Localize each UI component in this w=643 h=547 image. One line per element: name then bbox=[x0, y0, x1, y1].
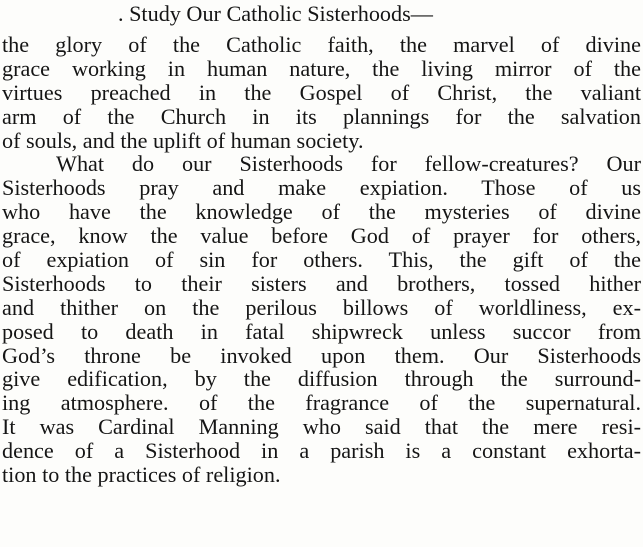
text-line: who have the knowledge of the mysteries of divine bbox=[2, 199, 641, 225]
text-line: give edification, by the diffusion through the surround- bbox=[2, 366, 641, 392]
section-heading: . Study Our Catholic Sisterhoods— bbox=[118, 1, 433, 26]
body-text bbox=[2, 33, 641, 487]
text-line: of souls, and the uplift of human society. bbox=[2, 127, 364, 153]
text-line: grace working in human nature, the living mirror of the bbox=[2, 55, 641, 81]
text-line: arm of the Church in its plannings for the salvation bbox=[2, 103, 641, 129]
paragraph-1 bbox=[2, 33, 641, 152]
text-line: of expiation of sin for others. This, the gift of the bbox=[2, 247, 641, 273]
text-line: It was Cardinal Manning who said that the mere resi- bbox=[2, 414, 641, 440]
text-line: ing atmosphere. of the fragrance of the supernatural. bbox=[2, 390, 641, 416]
text-line: virtues preached in the Gospel of Christ, the valiant bbox=[2, 79, 641, 105]
paragraph-2 bbox=[2, 152, 641, 486]
text-line: Sisterhoods pray and make expiation. Those of us bbox=[2, 175, 641, 201]
text-line: grace, know the value before God of prayer for others, bbox=[2, 223, 641, 249]
text-line: What do our Sisterhoods for fellow-creatures? Our bbox=[56, 151, 641, 177]
text-line: Sisterhoods to their sisters and brothers, tossed hither bbox=[2, 270, 641, 296]
text-line: the glory of the Catholic faith, the marvel of divine bbox=[2, 32, 641, 57]
text-line: tion to the practices of religion. bbox=[2, 462, 281, 488]
text-line: posed to death in fatal shipwreck unless succor from bbox=[2, 318, 641, 344]
text-line: dence of a Sisterhood in a parish is a constant exhorta- bbox=[2, 438, 641, 464]
text-line: and thither on the perilous billows of worldliness, ex- bbox=[2, 294, 641, 320]
text-line: God’s throne be invoked upon them. Our Sisterhoods bbox=[2, 342, 641, 368]
